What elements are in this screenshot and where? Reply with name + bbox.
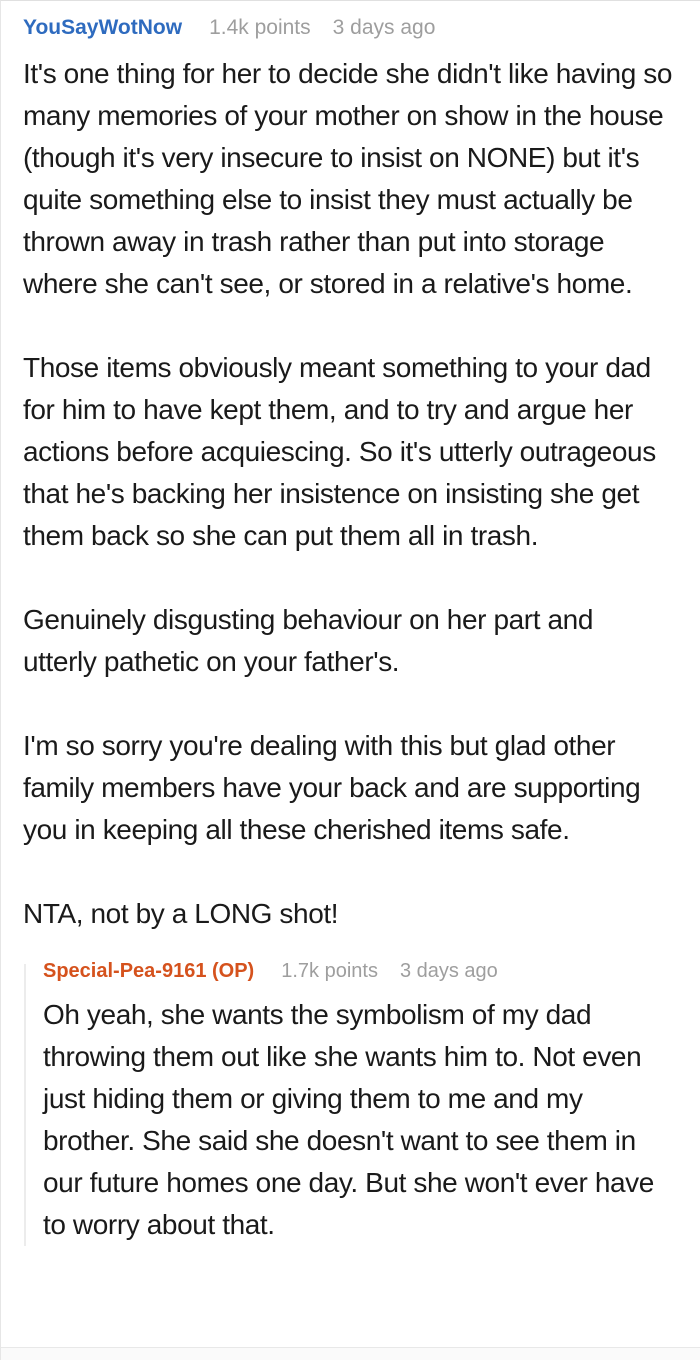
comment-points: 1.4k points: [209, 16, 311, 39]
reply-timestamp: 3 days ago: [399, 960, 498, 982]
comment-paragraph: Those items obviously meant something to your dad for him to have kept them, and to try and argue her actions before acquiescing. So it's utterly outrageous that he's backing her insistence on insisting she get them back so she can put them all in trash.: [23, 352, 656, 551]
reply-body: [43, 994, 680, 1246]
next-card-divider: [1, 1347, 700, 1360]
comment-header: [23, 16, 680, 40]
reply-paragraph: Oh yeah, she wants the symbolism of my dad throwing them out like she wants him to. Not even just hiding them or giving them to me and my brother. She said she doesn't want to see them in our future homes one day. But she won't ever have to worry about that.: [43, 999, 654, 1240]
reply-comment: [24, 960, 680, 1246]
reply-points: 1.7k points: [281, 960, 378, 982]
comment-paragraph: NTA, not by a LONG shot!: [23, 898, 339, 929]
comment-paragraph: It's one thing for her to decide she didn't like having so many memories of your mother on show in the house (though it's very insecure to insist on NONE) but it's quite something else to insist they must actually be thrown away in trash rather than put into storage where she can't see, or stored in a relative's home.: [23, 58, 673, 299]
comment-author-link[interactable]: YouSayWotNow: [23, 16, 183, 39]
comment: [1, 1, 700, 1246]
reply-header: [43, 960, 680, 983]
reply-author-link[interactable]: Special-Pea-9161 (OP): [43, 960, 255, 982]
comment-body: [23, 53, 680, 935]
comment-paragraph: I'm so sorry you're dealing with this but glad other family members have your back and are supporting you in keeping all these cherished items safe.: [23, 730, 641, 845]
comment-timestamp: 3 days ago: [332, 16, 436, 39]
collapse-thread-line[interactable]: [24, 964, 26, 1246]
comment-paragraph: Genuinely disgusting behaviour on her part and utterly pathetic on your father's.: [23, 604, 593, 677]
